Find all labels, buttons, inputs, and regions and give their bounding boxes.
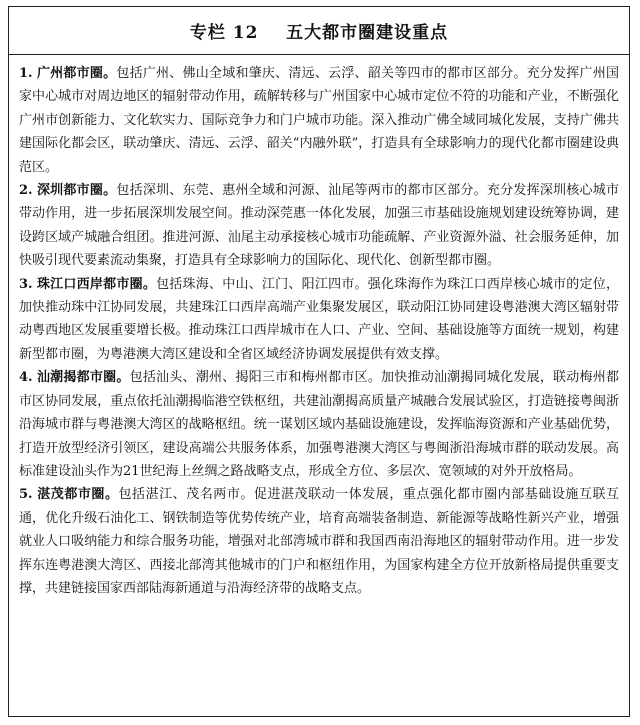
section-shantou-chaozhou-jieyang <box>19 366 619 483</box>
section-name: 汕潮揭都市圈。 <box>36 370 130 386</box>
section-shenzhen <box>19 179 619 273</box>
section-text: 包括汕头、潮州、揭阳三市和梅州都市区。加快推动汕潮揭同城化发展，联动梅州都市区协同发展，重点依托汕潮揭临港空铁枢纽，共建汕潮揭高质量产城融合发展试验区，打造链接粤闽浙沿海城市群与粤港澳大湾区的战略枢纽。统一谋划区域内基础设施建设，发挥临海资源和产业基础优势，打造开放型经济引领区，建设高端公共服务体系，加强粤港澳大湾区与粤闽浙沿海城市群的联动发展。高标准建设汕头作为21世纪海上丝绸之路战略支点，形成全方位、多层次、宽领域的对外开放格局。 <box>19 370 619 479</box>
section-name: 珠江口西岸都市圈。 <box>36 276 157 292</box>
section-text: 包括珠海、中山、江门、阳江四市。强化珠海作为珠江口西岸核心城市的定位，加快推动珠中江协同发展，共建珠江口西岸高端产业集聚发展区，联动阳江协同建设粤港澳大湾区辐射带动粤西地区发展重要增长极。推动珠江口西岸城市在人口、产业、空间、基础设施等方面统一规划，构建新型都市圈，为粤港澳大湾区建设和全省区域经济协调发展提供有效支撑。 <box>19 276 619 362</box>
column-title: 专栏 12 五大都市圈建设重点 <box>9 7 629 55</box>
section-text: 包括深圳、东莞、惠州全域和河源、汕尾等两市的都市区部分。充分发挥深圳核心城市带动作用，进一步拓展深圳发展空间。推动深莞惠一体化发展，加强三市基础设施规划建设统筹协调，建设跨区域产城融合组团。推进河源、汕尾主动承接核心城市功能疏解、产业资源外溢、社会服务延伸，加快吸引现代要素流动集聚，打造具有全球影响力的国际化、现代化、创新型都市圈。 <box>19 183 619 269</box>
section-name: 湛茂都市圈。 <box>37 487 119 503</box>
section-number: 4. <box>19 370 33 386</box>
section-pearl-river-west <box>19 273 619 367</box>
section-name: 深圳都市圈。 <box>36 183 117 199</box>
section-zhanjiang-maoming <box>19 483 619 600</box>
section-name: 广州都市圈。 <box>36 66 117 81</box>
section-number: 2. <box>19 183 33 199</box>
section-number: 5. <box>19 487 33 503</box>
section-text: 包括湛江、茂名两市。促进湛茂联动一体发展，重点强化都市圈内部基础设施互联互通，优化升级石油化工、钢铁制造等优势传统产业，培育高端装备制造、新能源等战略性新兴产业，增强就业人口吸纳能力和综合服务功能，增强对北部湾城市群和我国西南沿海地区的辐射带动作用。进一步发挥东连粤港澳大湾区、西接北部湾其他城市的门户和枢纽作用，为国家构建全方位开放新格局提供重要支撑，共建链接国家西部陆海新通道与沿海经济带的战略支点。 <box>19 487 619 596</box>
column-content <box>9 55 629 600</box>
section-number: 3. <box>19 276 33 292</box>
section-number: 1. <box>19 66 33 81</box>
column-box <box>8 6 630 717</box>
section-guangzhou <box>19 62 619 179</box>
section-text: 包括广州、佛山全域和肇庆、清远、云浮、韶关等四市的都市区部分。充分发挥广州国家中心城市对周边地区的辐射带动作用，疏解转移与广州国家中心城市定位不符的功能和产业，不断强化广州市创新能力、文化软实力、国际竞争力和门户城市功能。深入推动广佛全域同城化发展，支持广佛共建国际化都会区，联动肇庆、清远、云浮、韶关“内融外联”，打造具有全球影响力的现代化都市圈建设典范区。 <box>19 66 619 175</box>
